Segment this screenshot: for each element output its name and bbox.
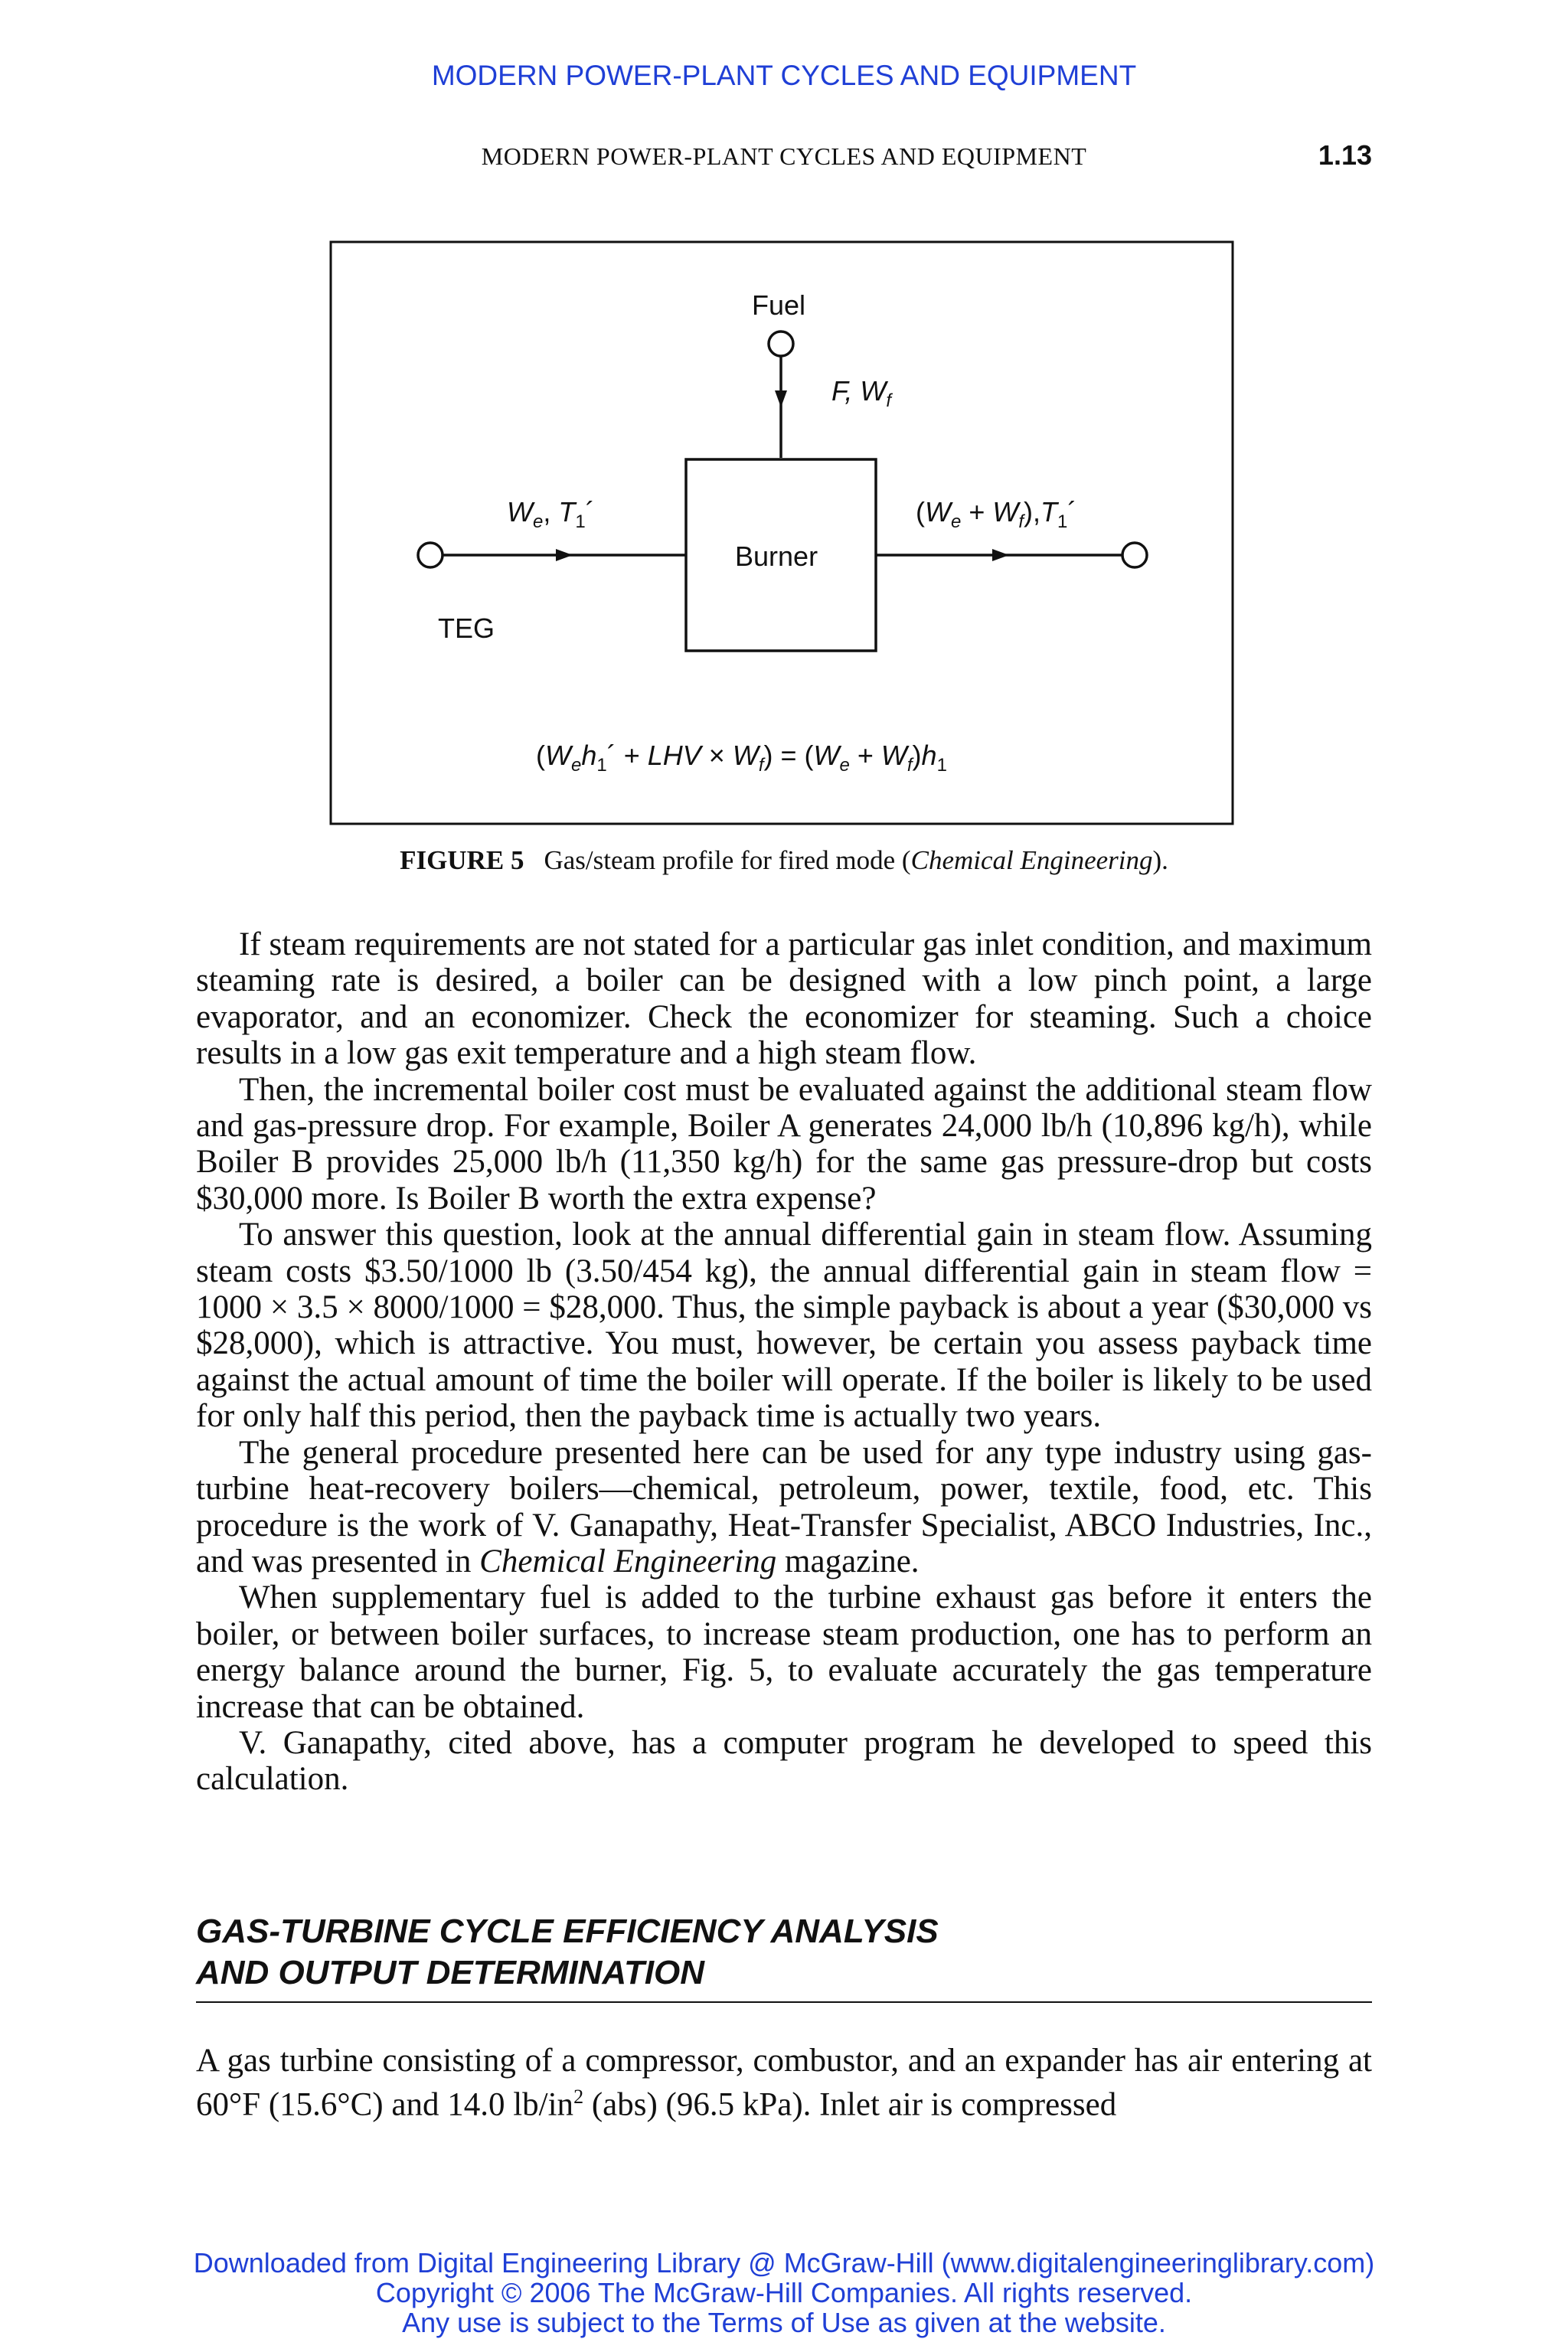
footer-line-3: Any use is subject to the Terms of Use as given at the website. xyxy=(402,2307,1166,2338)
teg-inlet-node xyxy=(418,543,443,567)
diagram-lines xyxy=(329,240,1234,825)
outlet-node xyxy=(1122,543,1147,567)
fuel-arrow xyxy=(775,390,787,407)
paragraph-2: Then, the incremental boiler cost must be evaluated against the additional steam flow and gas-pressure drop. For example, Boiler A generates 24,000 lb/h (10,896 kg/h), while Boiler B provides 25,000 lb/h (11,350 kg/h) for the same gas pressure-drop but costs $30,000 more. Is Boiler B worth the extra expense? xyxy=(196,1071,1372,1217)
paragraph-5: When supplementary fuel is added to the turbine exhaust gas before it enters the boiler, or between boiler surfaces, to increase steam production, one has to perform an energy balance around the burner, Fig. 5, to evaluate accurately the gas temperature increase that can be obtained. xyxy=(196,1579,1372,1725)
body-text xyxy=(196,926,1372,1798)
figure-caption-end: ). xyxy=(1152,845,1168,875)
burner-label: Burner xyxy=(735,541,818,572)
figure-caption xyxy=(0,845,1568,876)
figure-caption-source: Chemical Engineering xyxy=(910,845,1153,875)
paragraph-1: If steam requirements are not stated for a particular gas inlet condition, and maximum steaming rate is desired, a boiler can be designed with a low pinch point, a large evaporator, and an economizer. Check the economizer for steaming. Such a choice results in a low gas exit temperature and a high steam flow. xyxy=(196,926,1372,1072)
footer-line-2: Copyright © 2006 The McGraw-Hill Companies. All rights reserved. xyxy=(375,2277,1193,2308)
section-paragraph-1: A gas turbine consisting of a compressor, combustor, and an expander has air entering at 60°F (15.6°C) and 14.0 $lb/in^2$ (abs) (96.5 kPa). Inlet air is compressed xyxy=(196,2043,1372,2123)
fuel-label: Fuel xyxy=(752,289,806,321)
paragraph-6: V. Ganapathy, cited above, has a computer program he developed to speed this calculation. xyxy=(196,1724,1372,1798)
figure-5-diagram xyxy=(329,240,1234,825)
page-number: 1.13 xyxy=(1318,139,1372,171)
fuel-flow-label: F, $W_f$ xyxy=(831,375,892,412)
section-heading-line-2: AND OUTPUT DETERMINATION xyxy=(196,1954,705,1991)
download-footer xyxy=(0,2248,1568,2337)
paragraph-3: To answer this question, look at the annual differential gain in steam flow. Assuming steam costs $3.50/1000 lb (3.50/454 kg), the annual differential gain in steam flow = 1000 × 3.5 × 8000/1000 = $28,000. Thus, the simple payback is about a year ($30,000 vs $28,000), which is attractive. You must, however, be certain you assess payback time against the actual amount of time the boiler will operate. If the boiler is likely to be used for only half this period, then the payback time is actually two years. xyxy=(196,1217,1372,1435)
fuel-node xyxy=(769,332,793,356)
outlet-arrow xyxy=(992,549,1009,561)
section-heading-line-1: GAS-TURBINE CYCLE EFFICIENCY ANALYSIS xyxy=(196,1913,939,1950)
inlet-arrow xyxy=(556,549,573,561)
paragraph-4: The general procedure presented here can be used for any type industry using gas-turbine heat-recovery boilers—chemical, petroleum, power, textile, food, etc. This procedure is the work of V. Ganapathy, Heat-Transfer Specialist, ABCO Industries, Inc., and was presented in Chemical Engineering magazine. xyxy=(196,1434,1372,1579)
inlet-flow-label: $W_e$, $T_1´$ xyxy=(507,496,595,533)
figure-frame xyxy=(331,242,1233,824)
section-body-text xyxy=(196,2043,1372,2123)
footer-line-1[interactable]: Downloaded from Digital Engineering Library @ McGraw-Hill (www.digitalengineeringlibrary.com) xyxy=(193,2247,1375,2278)
running-header: MODERN POWER-PLANT CYCLES AND EQUIPMENT xyxy=(481,142,1087,170)
top-banner-title: MODERN POWER-PLANT CYCLES AND EQUIPMENT xyxy=(431,60,1137,91)
figure-caption-label: FIGURE 5 xyxy=(400,845,524,875)
energy-balance-equation: ($W_eh_1´$ + LHV × $W_f) = (W_e + W_f)h_1$ xyxy=(536,740,947,776)
teg-label: TEG xyxy=(438,612,495,644)
section-heading xyxy=(196,1911,1372,2003)
outlet-flow-label: ($W_e$ + $W_f),T_1´$ xyxy=(916,496,1077,533)
figure-caption-text: Gas/steam profile for fired mode ( xyxy=(544,845,911,875)
